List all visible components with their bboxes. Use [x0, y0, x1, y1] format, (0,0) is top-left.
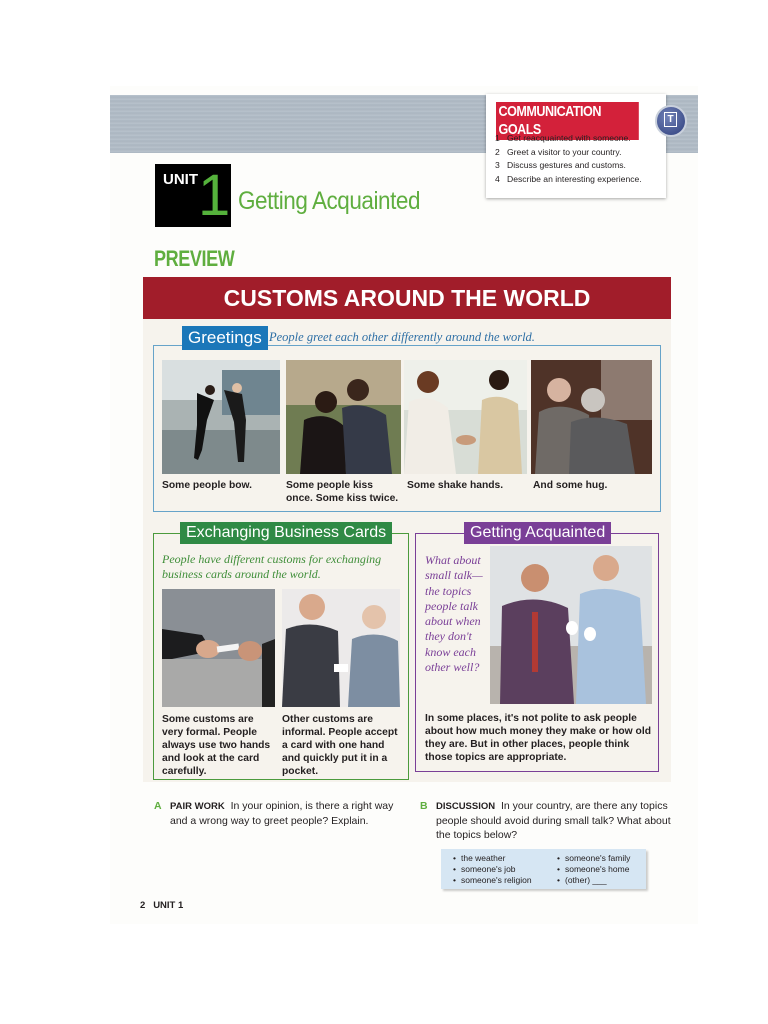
goal-item: 1 Get reacquainted with someone. [495, 133, 631, 143]
topics-box [441, 849, 646, 889]
caption-hug: And some hug. [533, 480, 608, 491]
teacher-badge-icon[interactable]: T [655, 105, 687, 137]
caption-small-talk: In some places, it's not polite to ask people about how much money they make or how old they are. But in other places, people think those topics are appropriate. [425, 713, 651, 763]
unit-number: 1 [198, 163, 231, 228]
photo-hug [531, 360, 652, 474]
business-cards-subtitle: People have different customs for exchanging business cards around the world. [162, 552, 382, 581]
topics-list-right [557, 853, 630, 886]
unit-title: Getting Acquainted [238, 187, 421, 215]
exercise-b [420, 799, 682, 842]
photo-handshake [404, 360, 527, 474]
exercise-b-letter: B [420, 800, 428, 812]
goal-item: 4 Describe an interesting experience. [495, 173, 642, 184]
caption-kiss: Some people kiss once. Some kiss twice. [286, 480, 399, 504]
communication-goals-box [486, 94, 666, 198]
exercise-a [154, 799, 404, 828]
caption-handshake: Some shake hands. [407, 480, 504, 491]
section-banner: CUSTOMS AROUND THE WORLD [143, 277, 671, 319]
goal-item: 3 Discuss gestures and customs. [495, 160, 626, 170]
greetings-title: Greetings [182, 326, 268, 350]
photo-formal-card [162, 589, 275, 707]
caption-informal-card: Other customs are informal. People accept a card with one hand and quickly put it in a pocket. [282, 714, 398, 777]
small-talk-question: What about small talk—the topics people talk about when they don't know each other well? [425, 553, 483, 675]
greetings-subtitle: People greet each other differently around the world. [269, 330, 535, 344]
goals-list [495, 132, 642, 186]
topics-list-left [453, 853, 532, 886]
photo-informal-card [282, 589, 400, 707]
topic-item: • someone's home [557, 864, 630, 875]
textbook-page [110, 86, 698, 924]
topic-item: • someone's religion [453, 875, 532, 886]
business-cards-title: Exchanging Business Cards [180, 522, 392, 544]
exercise-a-letter: A [154, 800, 162, 812]
caption-formal-card: Some customs are very formal. People always use two hands and look at the card carefully. [162, 714, 271, 777]
unit-label: UNIT [163, 171, 198, 188]
exercise-a-text: In your opinion, is there a right way and a wrong way to greet people? Explain. [170, 800, 394, 827]
preview-label: PREVIEW [154, 246, 235, 271]
photo-kiss [286, 360, 401, 474]
topic-item: • the weather [453, 853, 532, 864]
caption-bow: Some people bow. [162, 480, 253, 491]
photo-small-talk [490, 546, 652, 704]
exercise-b-label: DISCUSSION [436, 801, 496, 812]
exercise-b-text: In your country, are there any topics people should avoid during small talk? What about the topics below? [436, 800, 671, 841]
communication-goals-title: COMMUNICATION GOALS [496, 102, 639, 140]
goal-item: 2 Greet a visitor to your country. [495, 146, 622, 157]
page-footer: 2 UNIT 1 [140, 900, 184, 911]
topic-item: • someone's job [453, 864, 532, 875]
topic-item: • someone's family [557, 853, 630, 864]
getting-acquainted-title: Getting Acquainted [464, 522, 611, 544]
exercise-a-label: PAIR WORK [170, 801, 225, 812]
photo-bow [162, 360, 280, 474]
topic-item: • (other) ___ [557, 875, 630, 886]
unit-badge [155, 164, 231, 227]
